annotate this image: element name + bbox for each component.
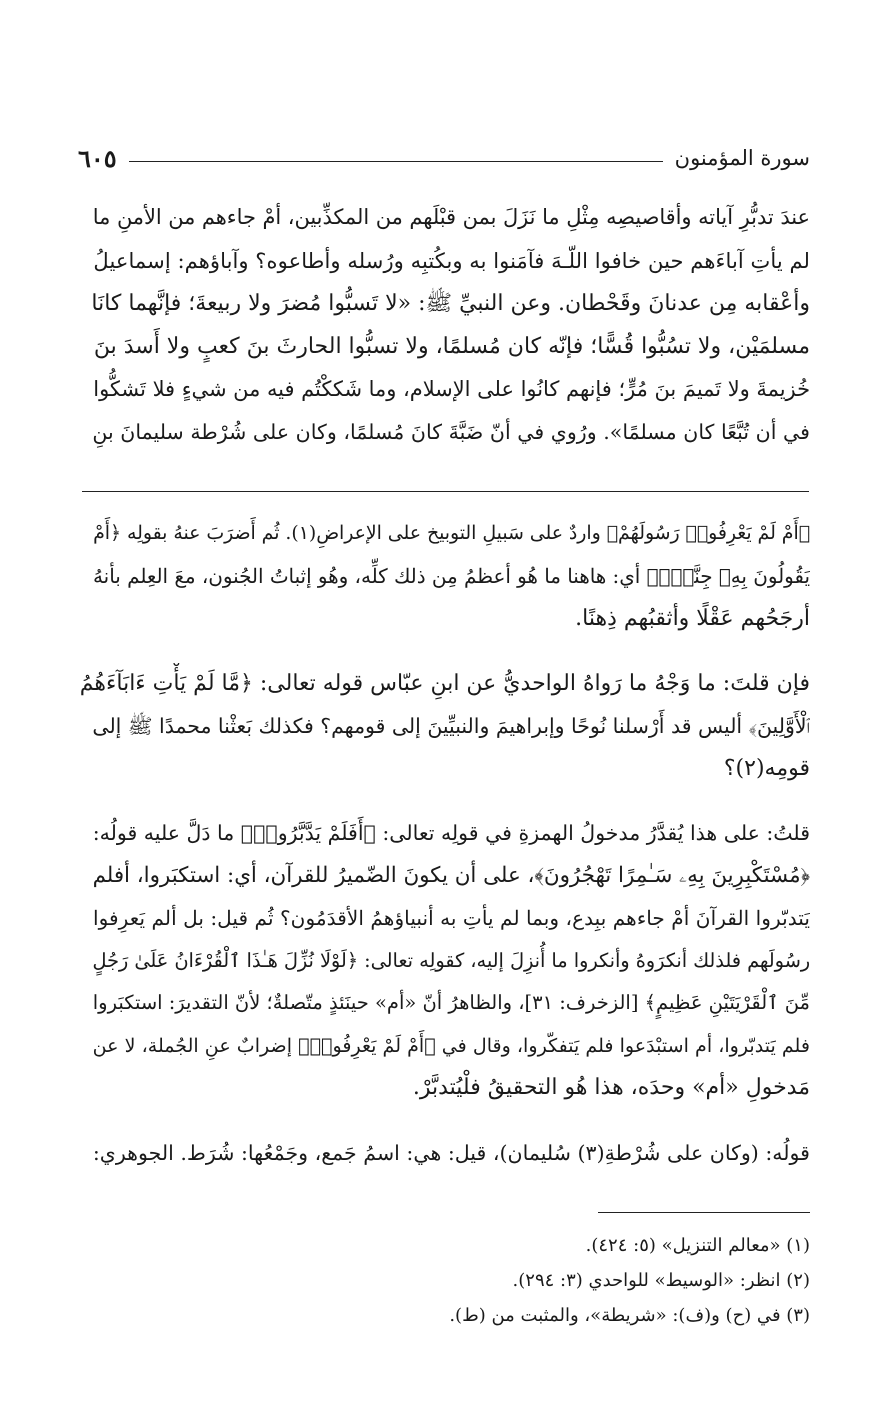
section-divider <box>82 491 809 492</box>
commentary-line: يَتدبّروا القرآنَ أمْ جاءهم ببِدع، وبما لم يأتِ به أنبياؤهمُ الأقدَمُون؟ ثُم قيل: بل ألم يَعرِفوا <box>93 906 810 930</box>
footnote-rule <box>598 1212 810 1213</box>
commentary-line: ﴿مُسْتَكْبِرِينَ بِهِۦ سَـٰمِرًا تَهْجُرُونَ﴾، على أن يكونَ الضّميرُ للقرآن، أي: استكبَروا، أفلم <box>92 862 810 888</box>
commentary-line: فلم يَتدبّروا، أم استبْدَعوا فلم يَتفكّروا، وقال في ﴿أَمْ لَمْ يَعْرِفُوا۟﴾ إضرابٌ عنِ الجُملة، لا عن <box>92 1034 810 1057</box>
commentary-line: أرجَحُهم عَقْلًا وأثقبُهم ذِهنًا. <box>575 606 810 631</box>
text-line: عندَ تدبُّرِ آياته وأقاصيصِه مِثْلِ ما نَزَلَ بمن قبْلَهم من المكذِّبين، أمْ جاءهم من الأمنِ ما <box>92 205 810 229</box>
text-line: وأعْقابه مِن عدنانَ وقَحْطان. وعن النبيِّ ﷺ: «لا تَسبُّوا مُضرَ ولا ربيعةَ؛ فإنَّهما كانَا <box>91 291 810 316</box>
commentary-line: يَقُولُونَ بِهِۦ جِنَّةٌۢ﴾ أي: هاهنا ما هُو أعظمُ مِن ذلك كلِّه، وهُو إثباتُ الجُنون، معَ العِلم بأنهُ <box>93 564 810 588</box>
commentary-line: ٱلْأَوَّلِينَ﴾ أليس قد أَرْسلنا نُوحًا وإبراهيمَ والنبيِّينَ إلى قومهم؟ فكذلك بَعثْنا محمدًا ﷺ إلى <box>92 714 810 738</box>
text-line: في أن تُبَّعًا كان مسلمًا». ورُوي في أنّ ضَبَّةَ كانَ مُسلمًا، وكان على شُرْطة سليمانَ بنِ <box>92 420 810 444</box>
page-header <box>78 138 810 178</box>
commentary-line: قومِه(٢)؟ <box>723 755 810 781</box>
footnote: (٢) انظر: «الوسيط» للواحدي (٣: ٢٩٤). <box>512 1270 810 1291</box>
commentary-line: فإن قلتَ: ما وَجْهُ ما رَواهُ الواحديُّ عن ابنِ عبّاس قوله تعالى: ﴿مَّا لَمْ يَأْتِ ءَابَآءَهُمُ <box>79 670 810 696</box>
footnote: (٣) في (ح) و(ف): «شريطة»، والمثبت من (ط). <box>449 1305 810 1326</box>
paragraph-gap <box>78 641 810 663</box>
text-line: لم يأتِ آباءَهم حين خافوا اللّـهَ فآمَنوا به وبكُتبِه ورُسله وأطاعوه؟ وآباؤهم: إسماعيلُ <box>93 248 810 273</box>
text-line: مسلمَيْن، ولا تسُبُّوا قُسًّا؛ فإنّه كان مُسلمًا، ولا تسبُّوا الحارثَ بنَ كعبٍ ولا أَسدَ بنَ <box>93 334 810 359</box>
header-rule <box>129 161 663 162</box>
commentary-line: مِّنَ ٱلْقَرْيَتَيْنِ عَظِيمٍ﴾ [الزخرف: ٣١]، والظاهرُ أنّ «أم» حينَئذٍ متّصلةٌ؛ لأنّ التقديرَ: استكبَروا <box>92 991 810 1014</box>
commentary-line: قولُه: (وكان على شُرْطةِ(٣) سُليمان)، قيل: هي: اسمُ جَمع، وجَمْعُها: شُرَط. الجوهري: <box>92 1140 810 1165</box>
commentary-line: مَدخولِ «أم» وحدَه، هذا هُو التحقيقُ فلْيُتدبَّرْ. <box>412 1075 810 1100</box>
paragraph-gap <box>78 790 810 812</box>
commentary-line: ﴿أَمْ لَمْ يَعْرِفُوا۟ رَسُولَهُمْ﴾ واردٌ على سَبيلِ التوبيخ على الإعراضِ(١). ثُم أَضرَبَ عنهُ بقولِه ﴿أَمْ <box>93 523 810 544</box>
commentary-line: قلتُ: على هذا يُقدَّرُ مدخولُ الهمزةِ في قولِه تعالى: ﴿أَفَلَمْ يَدَّبَّرُوا۟﴾ ما دَلَّ عليه قولُه: <box>92 821 810 845</box>
footnote: (١) «معالم التنزيل» (٥: ٤٢٤). <box>585 1235 810 1256</box>
running-title: سورة المؤمنون <box>674 146 810 170</box>
text-line: خُزيمةَ ولا تَميمَ بنَ مُرٍّ؛ فإنهم كانُوا على الإسلام، وما شَككْتُم فيه من شيءٍ فلا تَشكُّوا <box>93 377 810 401</box>
commentary-line: رسُولَهم فلذلك أنكرَوهُ وأنكروا ما أُنزِلَ إليه، كقولِه تعالى: ﴿لَوْلَا نُزِّلَ هَـٰذَا ٱلْقُرْءَانُ عَلَىٰ رَجُلٍ <box>92 948 810 972</box>
page-number: ٦٠٥ <box>78 143 117 173</box>
quoted-text-block <box>78 196 810 454</box>
paragraph-gap <box>78 1110 810 1132</box>
footnotes-block <box>78 1228 810 1333</box>
commentary-block <box>78 513 810 1174</box>
